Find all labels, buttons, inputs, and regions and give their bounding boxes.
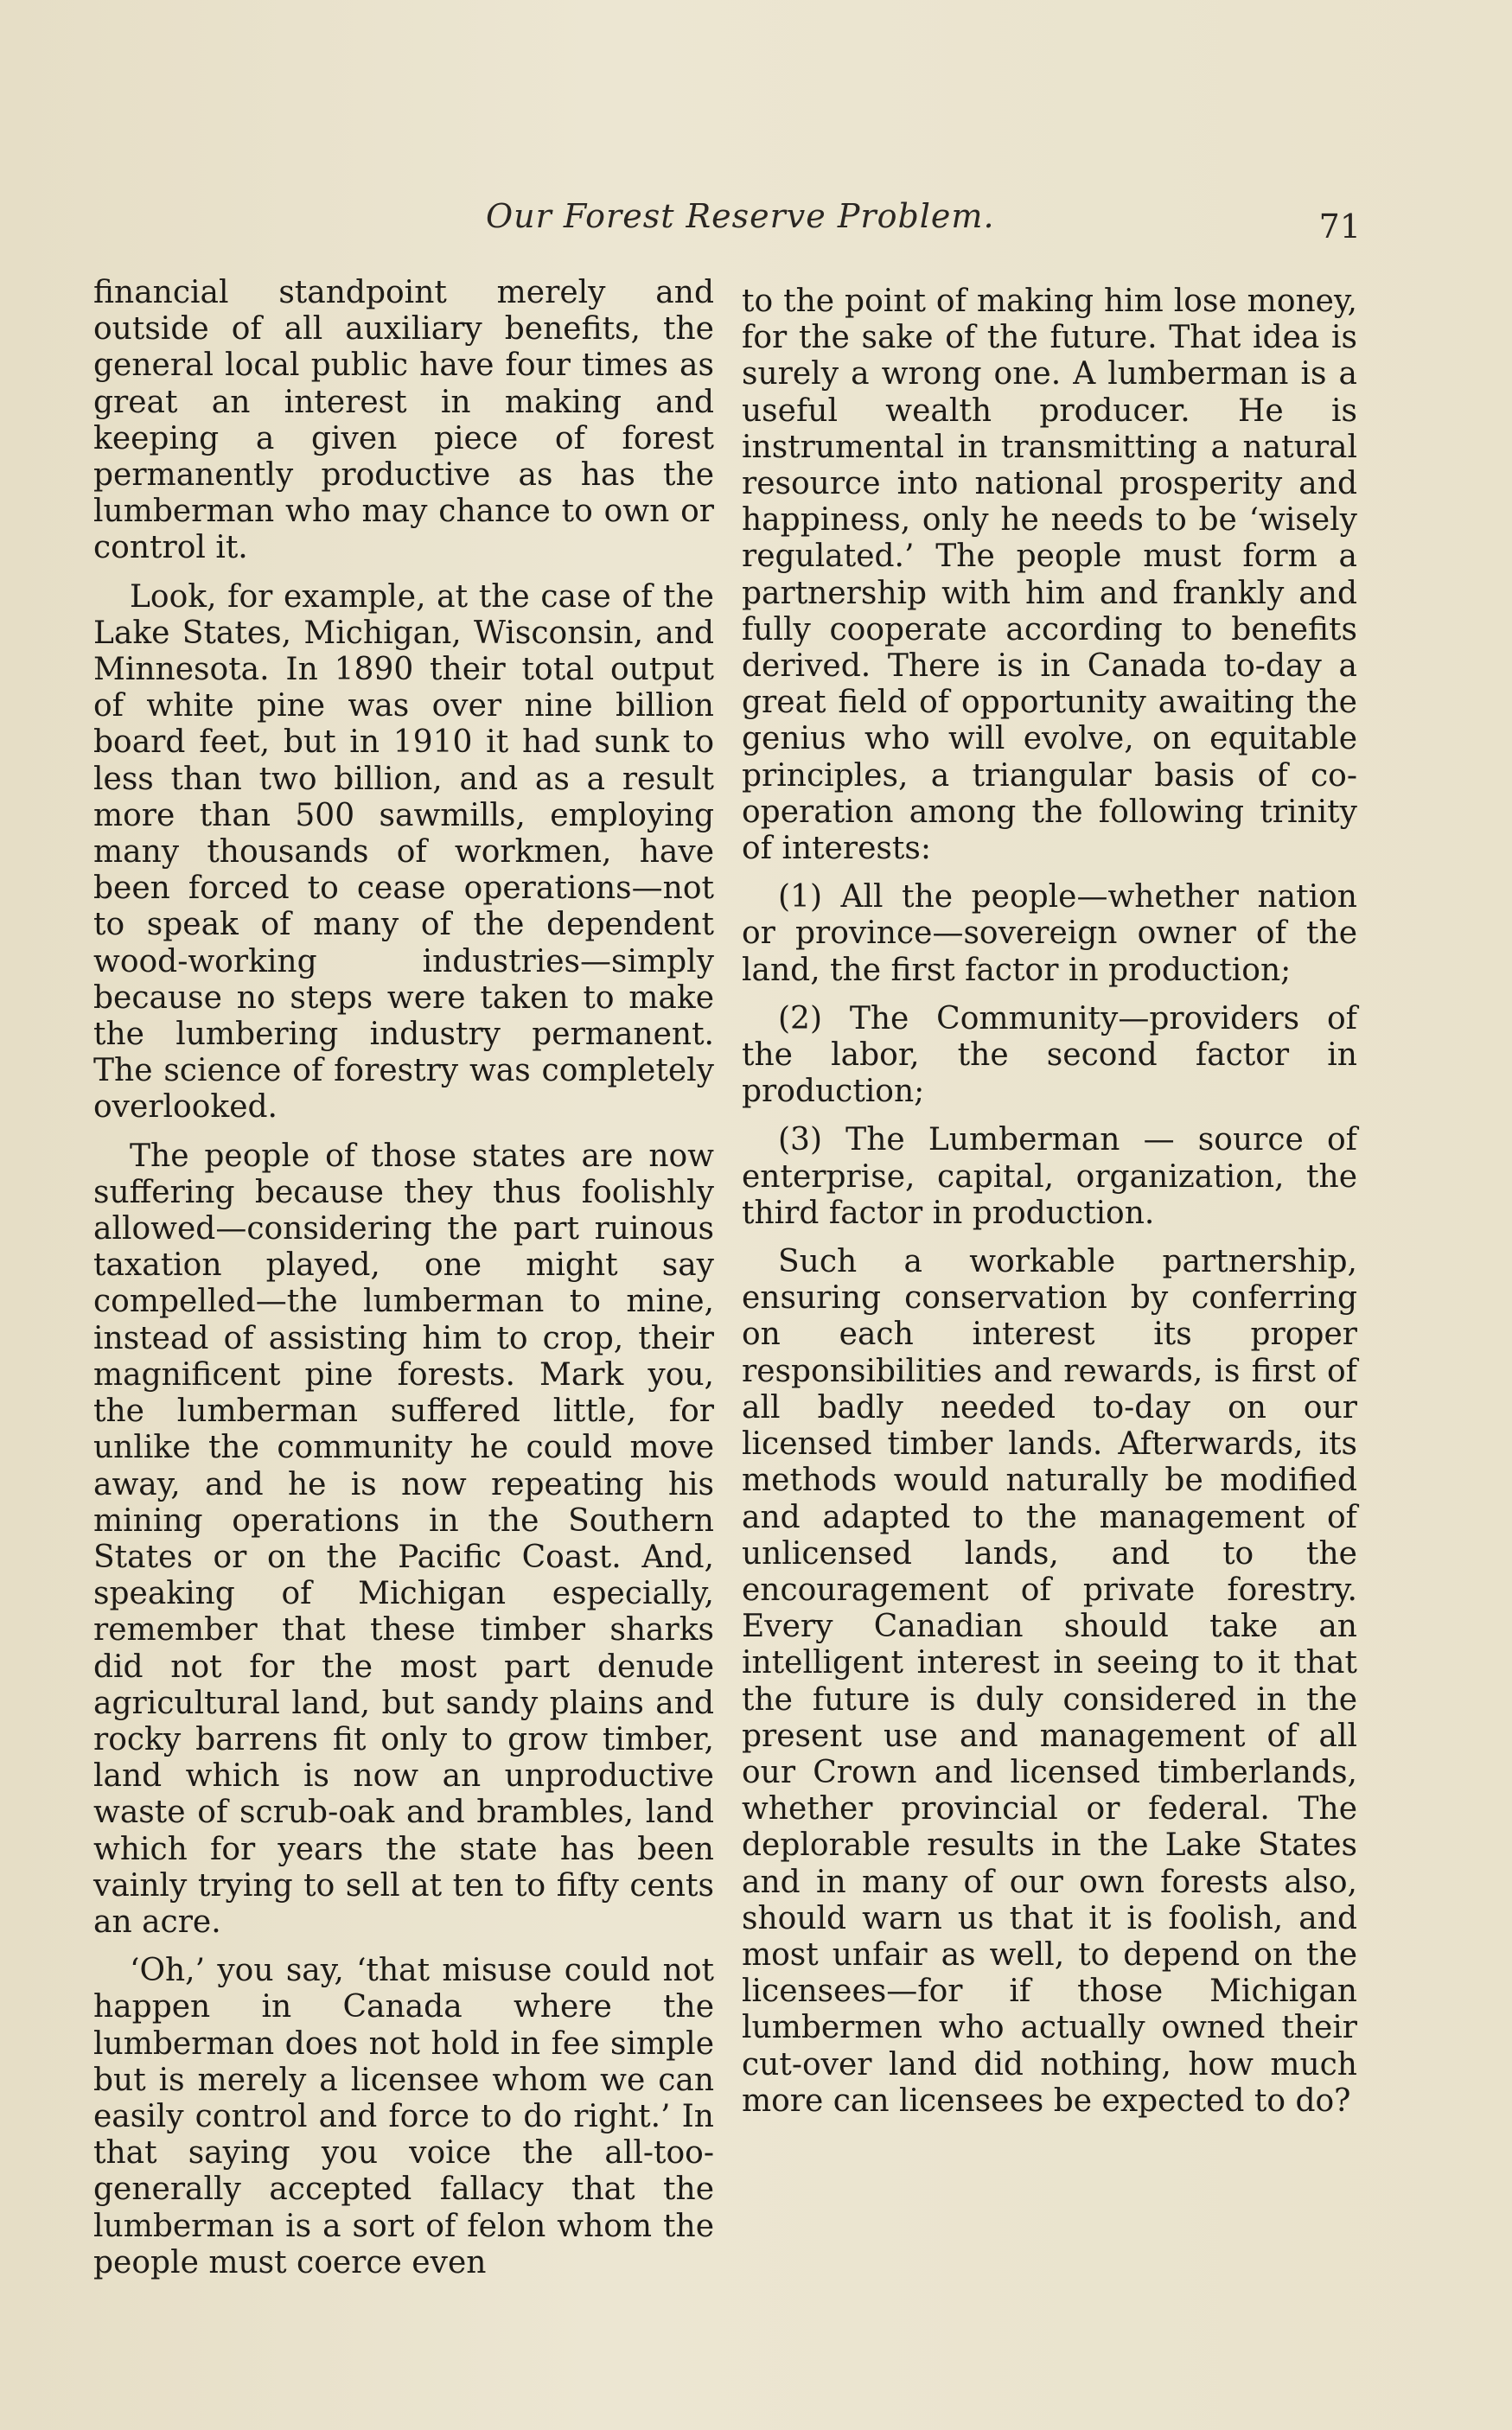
- paragraph: financial standpoint merely and outside of all auxiliary benefits, the general local public have four times as great an interest in making and keeping a given piece of forest permanently productive as has the lumberman who may chance to own or control it.: [93, 275, 714, 566]
- paragraph: The people of those states are now suffering because they thus foolishly allowed—considering the part ruinous taxation played, one might say compelled—the lumberman to mine, instead of assisting him to crop, their magnificent pine forests. Mark you, the lumberman suffered little, for unlike the community he could move away, and he is now repeating his mining operations in the Southern States or on the Pacific Coast. And, speaking of Michigan especially, remember that these timber sharks did not for the most part denude agricultural land, but sandy plains and rocky barrens fit only to grow timber, land which is now an unproductive waste of scrub-oak and brambles, land which for years the state has been vainly trying to sell at ten to fifty cents an acre.: [93, 1138, 714, 1940]
- left-column: [93, 275, 714, 2293]
- list-item: (3) The Lumberman — source of enterprise, capital, organization, the third factor in production.: [742, 1122, 1357, 1231]
- paragraph: to the point of making him lose money, for the sake of the future. That idea is surely a wrong one. A lumberman is a useful wealth producer. He is instrumental in transmitting a natural resource into national prosperity and happiness, only he needs to be ‘wisely regulated.’ The people must form a partnership with him and frankly and fully cooperate according to benefits derived. There is in Canada to-day a great field of opportunity awaiting the genius who will evolve, on equitable principles, a triangular basis of co-operation among the following trinity of interests:: [742, 284, 1357, 867]
- running-title: Our Forest Reserve Problem.: [486, 197, 995, 235]
- page-header: [86, 197, 1366, 249]
- paragraph: Look, for example, at the case of the Lake States, Michigan, Wisconsin, and Minnesota. In 1890 their total output of white pine was over nine billion board feet, but in 1910 it had sunk to less than two billion, and as a result more than 500 sawmills, employing many thousands of workmen, have been forced to cease operations—not to speak of many of the dependent wood-working industries—simply because no steps were taken to make the lumbering industry permanent. The science of forestry was completely overlooked.: [93, 578, 714, 1126]
- page-number: 71: [1318, 207, 1361, 246]
- paragraph: ‘Oh,’ you say, ‘that misuse could not happen in Canada where the lumberman does not hold in fee simple but is merely a licensee whom we can easily control and force to do right.’ In that saying you voice the all-too-generally accepted fallacy that the lumberman is a sort of felon whom the people must coerce even: [93, 1953, 714, 2280]
- list-item: (2) The Community—providers of the labor, the second factor in production;: [742, 1000, 1357, 1110]
- right-column: [742, 284, 1357, 2132]
- paragraph: Such a workable partnership, ensuring conservation by conferring on each interest its proper responsibilities and rewards, is first of all badly needed to-day on our licensed timber lands. Afterwards, its methods would naturally be modified and adapted to the management of unlicensed lands, and to the encouragement of private forestry. Every Canadian should take an intelligent interest in seeing to it that the future is duly considered in the present use and management of all our Crown and licensed timberlands, whether provincial or federal. The deplorable results in the Lake States and in many of our own forests also, should warn us that it is foolish, and most unfair as well, to depend on the licensees—for if those Michigan lumbermen who actually owned their cut-over land did nothing, how much more can licensees be expected to do?: [742, 1244, 1357, 2119]
- list-item: (1) All the people—whether nation or province—sovereign owner of the land, the first factor in production;: [742, 879, 1357, 988]
